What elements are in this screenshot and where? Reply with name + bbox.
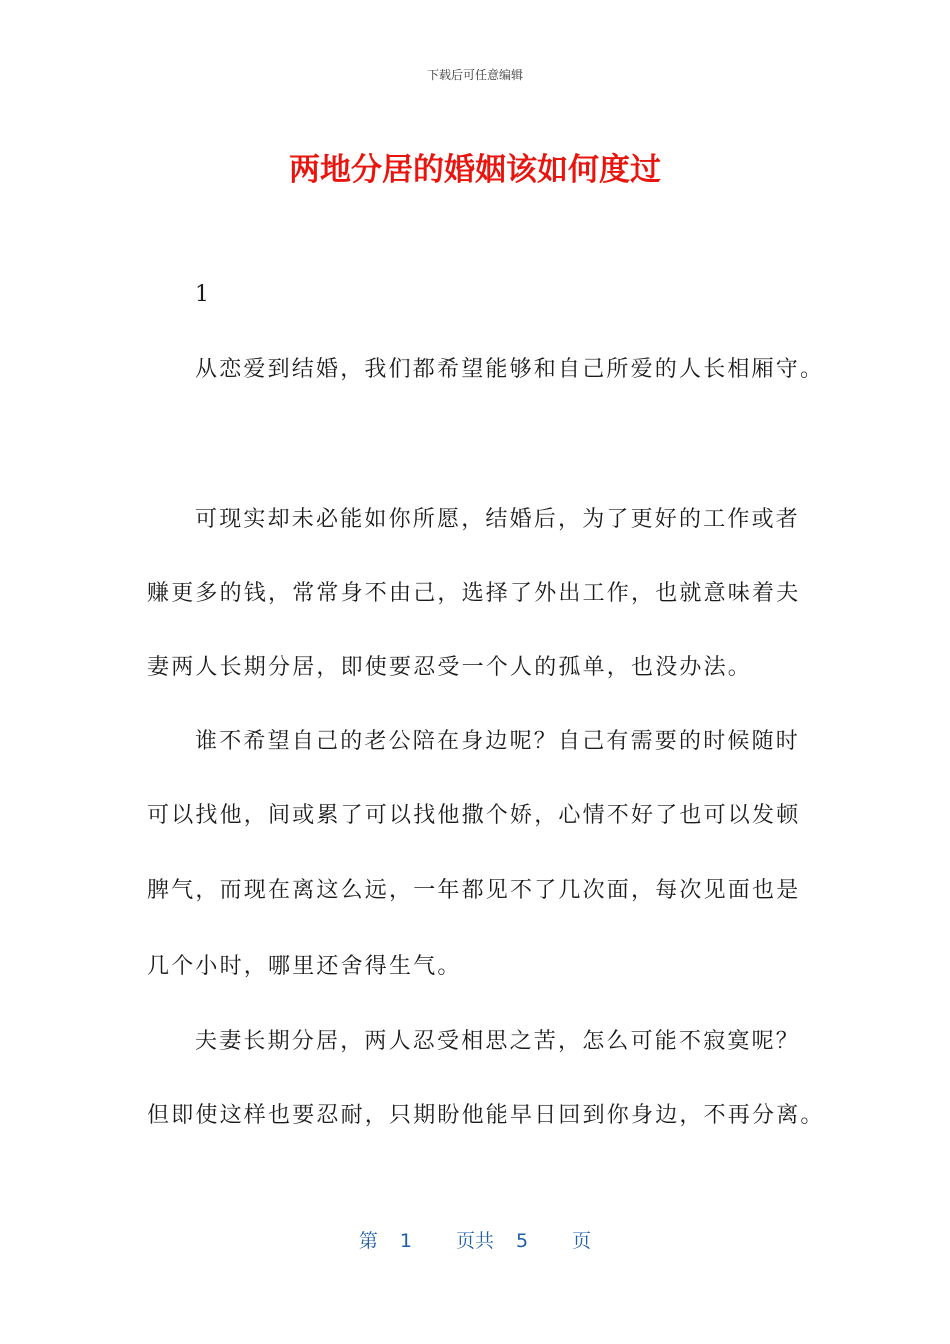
paragraph-line: 夫妻长期分居，两人忍受相思之苦，怎么可能不寂寞呢？ <box>195 1029 801 1054</box>
footer-current-page: 1 <box>399 1230 412 1252</box>
paragraph-line: 从恋爱到结婚，我们都希望能够和自己所爱的人长相厢守。 <box>195 357 825 382</box>
paragraph-line: 可以找他，间或累了可以找他撒个娇，心情不好了也可以发顿 <box>147 803 801 828</box>
paragraph-line: 谁不希望自己的老公陪在身边呢？自己有需要的时候随时 <box>195 729 801 754</box>
section-number: 1 <box>195 282 212 307</box>
footer-label-di: 第 <box>358 1230 378 1252</box>
document-title: 两地分居的婚姻该如何度过 <box>289 152 661 188</box>
footer-label-ye-gong: 页共 <box>455 1230 494 1252</box>
paragraph-line: 可现实却未必能如你所愿，结婚后，为了更好的工作或者 <box>195 507 801 532</box>
paragraph-line: 妻两人长期分居，即使要忍受一个人的孤单，也没办法。 <box>147 655 753 680</box>
paragraph-line: 脾气，而现在离这么远，一年都见不了几次面，每次见面也是 <box>147 878 801 903</box>
paragraph-line: 赚更多的钱，常常身不由己，选择了外出工作，也就意味着夫 <box>147 581 801 606</box>
paragraph-line: 但即使这样也要忍耐，只期盼他能早日回到你身边，不再分离。 <box>147 1103 825 1128</box>
footer-label-ye: 页 <box>572 1230 592 1252</box>
footer-total-pages: 5 <box>516 1230 529 1252</box>
paragraph-line: 几个小时，哪里还舍得生气。 <box>147 954 462 979</box>
page-footer <box>0 1226 950 1253</box>
header-note: 下载后可任意编辑 <box>426 68 523 82</box>
